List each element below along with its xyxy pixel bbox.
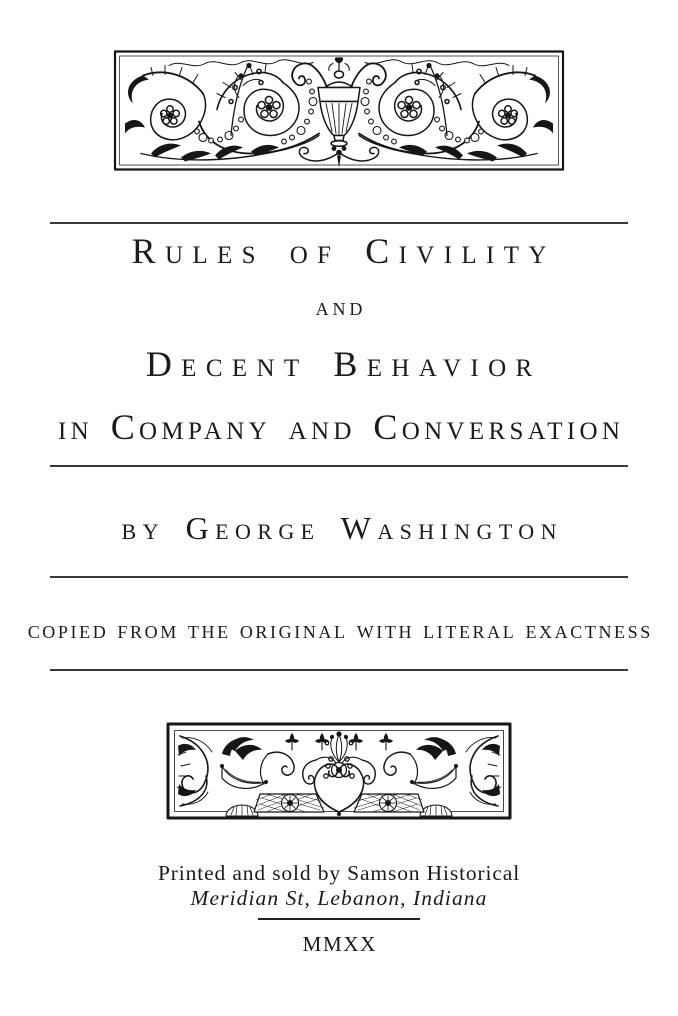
author-byline: by George Washington <box>121 510 563 546</box>
title-line-1: Rules of Civility <box>131 231 556 271</box>
separator-rule-1 <box>50 222 628 224</box>
imprint-publisher-line: Printed and sold by Samson Historical <box>157 861 521 885</box>
imprint-short-rule <box>258 918 420 920</box>
title-line-2: Decent Behavior <box>145 344 542 384</box>
headpiece-ornament <box>113 49 565 172</box>
urn-scrollwork-engraving-icon <box>113 49 565 172</box>
separator-rule-4 <box>50 669 628 671</box>
imprint-address-line: Meridian St, Lebanon, Indiana <box>190 886 488 910</box>
title-conjunction: and <box>315 292 367 321</box>
title-line-3: in Company and Conversation <box>58 407 625 447</box>
imprint-year-roman-numeral: MMXX <box>302 932 378 956</box>
separator-rule-3 <box>50 576 628 578</box>
tailpiece-ornament <box>166 722 512 820</box>
separator-rule-2 <box>50 465 628 467</box>
edition-tagline: copied from the original with literal exactness <box>27 615 653 644</box>
floral-lattice-engraving-icon <box>166 722 512 820</box>
